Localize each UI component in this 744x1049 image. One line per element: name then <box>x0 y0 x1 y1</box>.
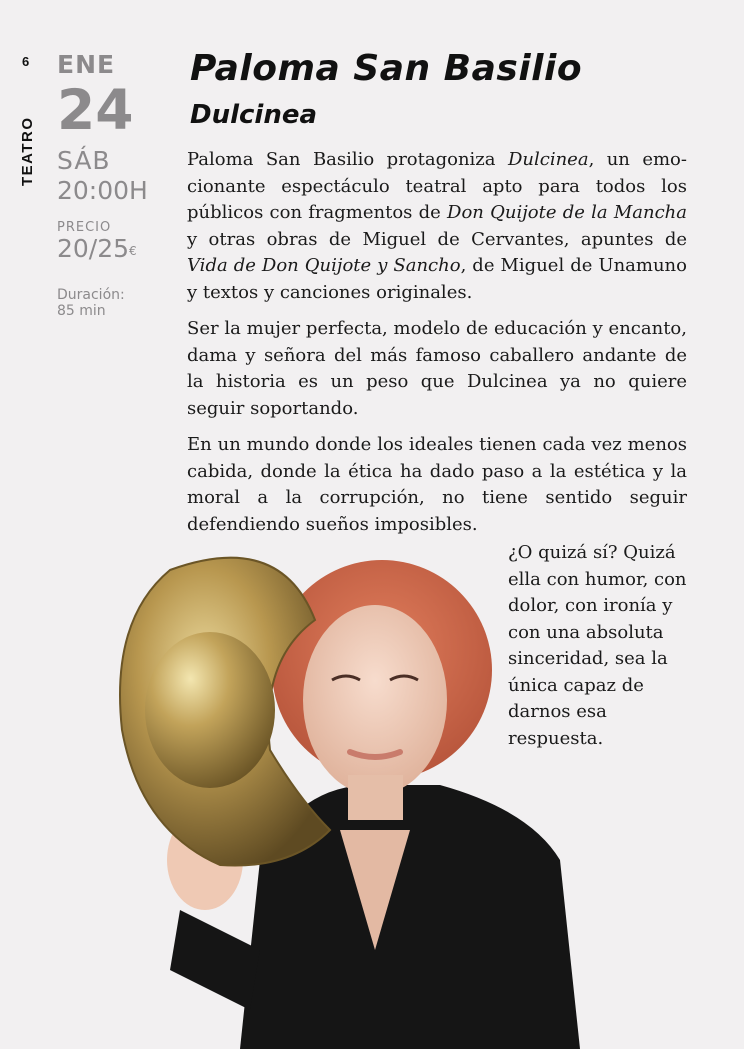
event-description <box>187 147 687 548</box>
event-title: Paloma San Basilio <box>190 48 583 89</box>
duration-value: 85 min <box>57 303 106 319</box>
italic-title: Don Quijote de la Mancha <box>447 202 687 223</box>
text-run: y otras obras de Miguel de Cervantes, apuntes de <box>187 228 687 250</box>
price-value: 20/25 <box>57 234 130 263</box>
event-subtitle: Dulcinea <box>190 100 318 130</box>
event-weekday: SÁB <box>57 146 111 175</box>
text-run: Paloma San Basilio protagoniza <box>187 149 508 170</box>
section-label: TEATRO <box>19 116 36 186</box>
currency-symbol: € <box>129 244 137 258</box>
description-paragraph-1 <box>187 147 687 306</box>
event-day: 24 <box>57 78 134 142</box>
description-paragraph-2: Ser la mujer perfecta, modelo de educación y encanto, dama y señora del más famoso caballero andante de la historia es un peso que Dulcinea ya no quiere seguir soportando. <box>187 318 687 419</box>
text-run: , un emocionante espectáculo teatral apto para todos los públicos con fragmentos de <box>187 149 687 223</box>
text-run: , de Miguel de Unamuno y textos y canciones originales. <box>187 255 687 303</box>
event-price <box>57 235 177 263</box>
description-paragraph-4: ¿O quizá sí? Quizá ella con humor, con dolor, con ironía y con una absoluta sinceridad, sea la única capaz de darnos esa respuesta. <box>508 542 687 749</box>
description-paragraph-3: En un mundo donde los ideales tienen cada vez menos cabida, donde la ética ha dado paso a la estética y la moral a la corrupción, no tiene sentido seguir defendiendo sueños imposibles. <box>187 434 687 535</box>
price-label: PRECIO <box>57 220 112 235</box>
event-month: ENE <box>57 50 116 79</box>
event-time: 20:00H <box>57 176 148 205</box>
page-number: 6 <box>22 54 30 69</box>
event-duration <box>57 287 177 319</box>
artist-photo <box>110 530 590 1049</box>
italic-title: Dulcinea <box>507 149 589 170</box>
face-shape <box>303 605 447 795</box>
italic-title: Vida de Don Quijote y Sancho <box>187 255 461 276</box>
duration-label: Duración: <box>57 287 125 303</box>
brass-dome <box>145 632 275 788</box>
event-details <box>57 50 177 319</box>
